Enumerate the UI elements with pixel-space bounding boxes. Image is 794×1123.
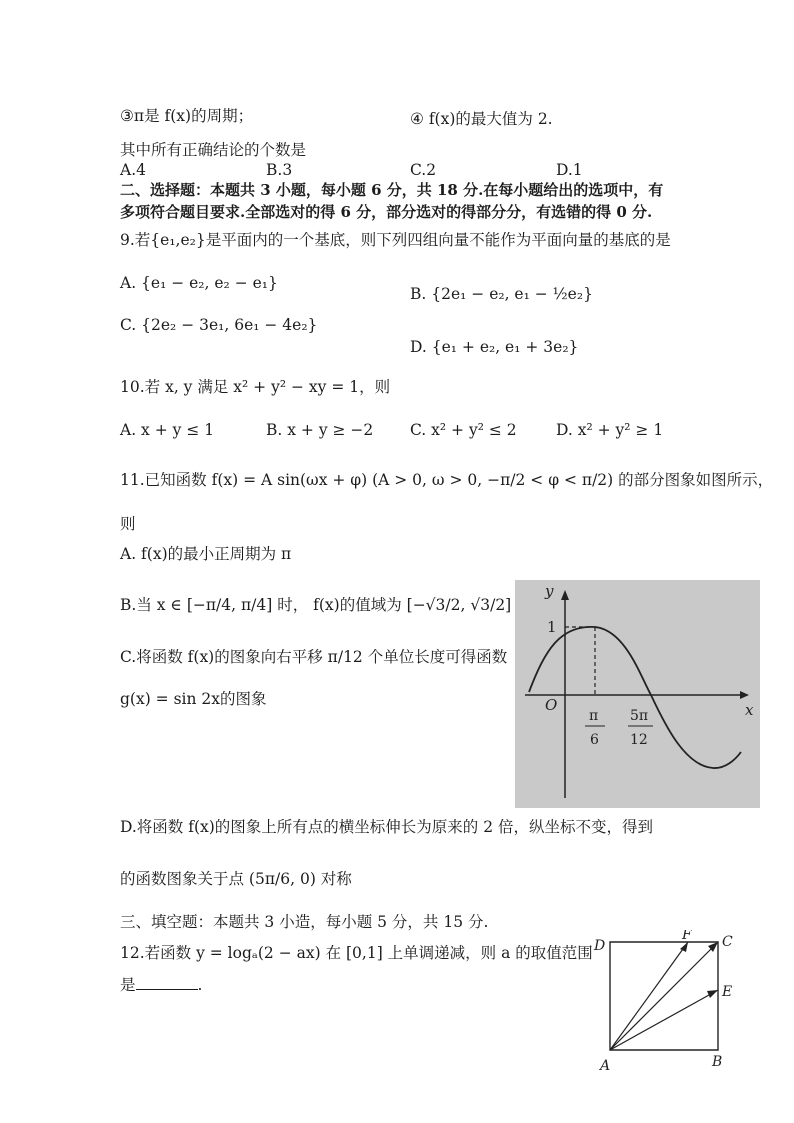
q11-option-d-line1: D.将函数 f(x)的图象上所有点的横坐标伸长为原来的 2 倍，纵坐标不变，得到: [120, 818, 654, 836]
choice-a: A.4: [120, 161, 146, 179]
q12-stem-continued: [120, 975, 202, 995]
q11-option-c-line2: g(x) = sin 2x的图象: [120, 690, 267, 708]
q11-option-d-line2: 的函数图象关于点 (5π/6, 0) 对称: [120, 870, 352, 888]
q10-option-d: D. x² + y² ≥ 1: [556, 421, 664, 439]
label-f: F: [682, 930, 692, 943]
section3-header: 三、填空题：本题共 3 小造，每小题 5 分，共 15 分.: [120, 913, 489, 931]
question-prompt: 其中所有正确结论的个数是: [120, 141, 307, 159]
vector-ae: [610, 990, 718, 1050]
tick2-denominator: 12: [630, 732, 648, 748]
q11-option-c-line1: C.将函数 f(x)的图象向右平移 π/12 个单位长度可得函数: [120, 648, 508, 666]
label-d: D: [594, 938, 606, 954]
answer-blank[interactable]: [136, 975, 198, 990]
vector-af: [610, 942, 688, 1050]
tick1-numerator: π: [589, 708, 599, 724]
max-value-label: 1: [547, 618, 557, 636]
origin-label: O: [545, 696, 558, 714]
statement-3: ③π是 f(x)的周期；: [120, 107, 254, 125]
q10-option-c: C. x² + y² ≤ 2: [410, 421, 517, 439]
vector-ac: [610, 942, 718, 1050]
q12-stem2-end: .: [197, 976, 203, 994]
square-vector-svg: [588, 930, 738, 1075]
sine-graph-figure: [515, 580, 760, 808]
q9-option-d: D. {e₁ + e₂, e₁ + 3e₂}: [410, 338, 579, 356]
q12-stem2-text: 是: [120, 976, 136, 994]
q11-option-a: A. f(x)的最小正周期为 π: [120, 545, 292, 563]
label-e: E: [722, 984, 733, 1000]
q11-stem-continued: 则: [120, 515, 136, 533]
x-label: x: [745, 701, 754, 719]
arrow-e: [707, 990, 718, 998]
q10-stem: 10.若 x, y 满足 x² + y² − xy = 1，则: [120, 378, 391, 396]
choice-d: D.1: [556, 161, 583, 179]
section2-header-line2: 多项符合题目要求.全部选对的得 6 分，部分选对的得部分分，有选错的得 0 分.: [120, 203, 653, 221]
tick1-denominator: 6: [590, 732, 599, 748]
q11-option-b: B.当 x ∈ [−π/4, π/4] 时， f(x)的值域为 [−√3/2, √3/2]: [120, 596, 512, 614]
label-c: C: [722, 934, 733, 950]
q9-option-a: A. {e₁ − e₂, e₂ − e₁}: [120, 274, 278, 292]
q10-option-a: A. x + y ≤ 1: [120, 421, 215, 439]
square-vector-figure: [588, 930, 738, 1075]
statement-4: ④ f(x)的最大值为 2.: [410, 110, 553, 128]
label-b: B: [712, 1054, 723, 1070]
q10-option-b: B. x + y ≥ −2: [266, 421, 374, 439]
q9-option-b: B. {2e₁ − e₂, e₁ − ½e₂}: [410, 285, 593, 303]
x-axis-arrow: [740, 691, 749, 699]
choice-b: B.3: [266, 161, 293, 179]
sine-graph-svg: [515, 580, 760, 808]
section2-header-line1: 二、选择题：本题共 3 小题，每小题 6 分，共 18 分.在每小题给出的选项中，有: [120, 181, 664, 199]
q12-stem: 12.若函数 y = logₐ(2 − ax) 在 [0,1] 上单调递减，则 a 的取值范围: [120, 944, 593, 962]
choice-c: C.2: [410, 161, 437, 179]
y-label: y: [545, 582, 554, 600]
y-axis-arrow: [561, 590, 569, 600]
q9-option-c: C. {2e₂ − 3e₁, 6e₁ − 4e₂}: [120, 316, 318, 334]
q11-stem: 11.已知函数 f(x) = A sin(ωx + φ) (A > 0, ω > 0, −π/2 < φ < π/2) 的部分图象如图所示，: [120, 471, 774, 489]
tick2-numerator: 5π: [630, 708, 649, 724]
label-a: A: [600, 1058, 611, 1074]
q9-stem: 9.若{e₁,e₂}是平面内的一个基底，则下列四组向量不能作为平面向量的基底的是: [120, 231, 671, 249]
